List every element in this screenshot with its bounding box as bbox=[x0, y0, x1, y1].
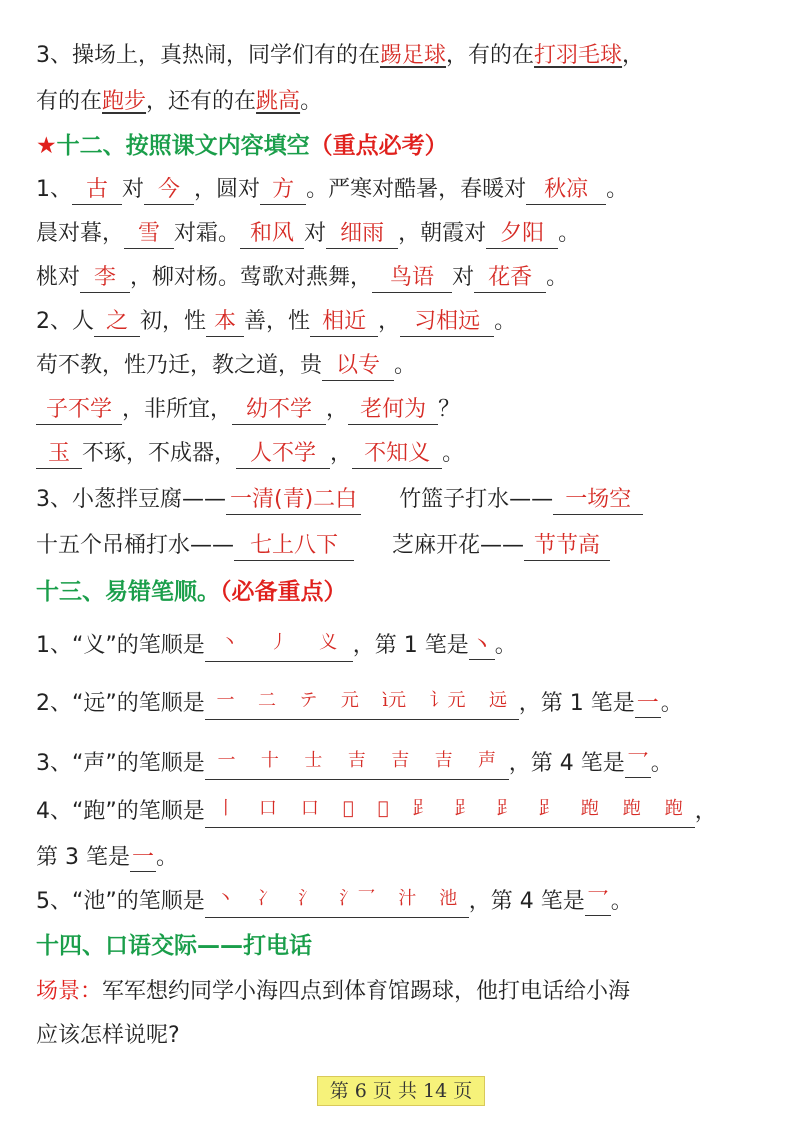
stroke-step: 讠元 bbox=[429, 690, 466, 711]
answer: 跳高 bbox=[256, 89, 301, 114]
stroke-step: 吉 bbox=[434, 750, 453, 771]
s11-line-1: 3、操场上，真热闹，同学们有的在踢足球，有的在打羽毛球， bbox=[36, 43, 645, 68]
stroke-step: 𠯁 bbox=[377, 798, 389, 819]
stroke-step: 丨 bbox=[216, 798, 235, 819]
stroke-step: 𧾷 bbox=[454, 798, 473, 819]
stroke-step: 吉 bbox=[391, 750, 410, 771]
answer: 踢足球 bbox=[380, 43, 447, 68]
s11-line-2: 有的在跑步，还有的在跳高。 bbox=[36, 89, 323, 114]
stroke-step: 吉 bbox=[347, 750, 366, 771]
stroke-step: テ bbox=[299, 690, 318, 711]
stroke-step: 远 bbox=[489, 690, 507, 711]
stroke-item-4: 4、“跑”的笔顺是 丨 口 口 𠯁 𠯁 𧾷 𧾷 𧾷 𧾷 跑 跑 跑 ， bbox=[36, 796, 717, 828]
stroke-step: 𧾷 bbox=[538, 798, 557, 819]
s12-row-2: 晨对暮， 雪 对霜。 和风 对 细雨 ，朝霞对 夕阳 。 bbox=[36, 218, 580, 250]
stroke-item-1: 1、“义”的笔顺是 丶 丿 义 ，第 1 笔是丶。 bbox=[36, 630, 517, 662]
stroke-step: 𧾷 bbox=[412, 798, 431, 819]
s12-row-3: 桃对 李 ，柳对杨。莺歌对燕舞， 鸟语 对 花香 。 bbox=[36, 262, 568, 294]
stroke-step: 丶 bbox=[220, 632, 239, 653]
stroke-step: 十 bbox=[260, 750, 279, 771]
stroke-step: 口 bbox=[300, 798, 319, 819]
stroke-step: 一 bbox=[217, 750, 236, 771]
scene-line-2: 应该怎样说呢? bbox=[36, 1023, 180, 1048]
s12-row-4: 2、人 之 初，性 本 善，性 相近 ， 习相远 。 bbox=[36, 306, 516, 338]
stroke-step: 二 bbox=[257, 690, 276, 711]
stroke-step: 跑 bbox=[580, 798, 599, 819]
s12-row-6: 子不学 ，非所宜， 幼不学 ， 老何为 ？ bbox=[36, 394, 460, 426]
s12-row-9: 十五个吊桶打水—— 七上八下 芝麻开花—— 节节高 bbox=[36, 530, 610, 562]
stroke-step: 丶 bbox=[216, 888, 235, 909]
stroke-item-5: 5、“池”的笔顺是 丶 冫 氵 氵乛 汁 池 ，第 4 笔是乛。 bbox=[36, 886, 633, 918]
page-footer: 第 6 页 共 14 页 bbox=[317, 1076, 485, 1106]
stroke-step: 声 bbox=[478, 750, 497, 771]
s12-row-7: 玉 不琢，不成器， 人不学 ， 不知义 。 bbox=[36, 438, 464, 470]
stroke-step: 一 bbox=[216, 690, 235, 711]
stroke-step: 𧾷 bbox=[496, 798, 515, 819]
stroke-step: 冫 bbox=[257, 888, 276, 909]
section-13-heading: 十三、易错笔顺。（必备重点） bbox=[36, 579, 347, 605]
stroke-step: 跑 bbox=[664, 798, 683, 819]
stroke-item-4-cont: 第 3 笔是一。 bbox=[36, 845, 179, 870]
answer: 打羽毛球 bbox=[534, 43, 623, 68]
s12-row-8: 3、小葱拌豆腐—— 一清(青)二白 竹篮子打水—— 一场空 bbox=[36, 484, 643, 516]
stroke-step: 口 bbox=[258, 798, 277, 819]
star-icon: ★ bbox=[36, 133, 57, 159]
stroke-step: 义 bbox=[319, 632, 338, 653]
stroke-item-2: 2、“远”的笔顺是 一 二 テ 元 ì元 讠元 远 ，第 1 笔是一。 bbox=[36, 688, 683, 720]
s12-row-1: 1、 古 对 今 ，圆对 方 。严寒对酷暑，春暖对 秋凉 。 bbox=[36, 174, 628, 206]
stroke-step: 池 bbox=[439, 888, 458, 909]
stroke-step: ì元 bbox=[382, 690, 407, 711]
stroke-step: 氵乛 bbox=[339, 888, 376, 909]
scene-line-1: 场景：军军想约同学小海四点到体育馆踢球，他打电话给小海 bbox=[36, 979, 631, 1004]
section-14-heading: 十四、口语交际——打电话 bbox=[36, 933, 312, 959]
stroke-item-3: 3、“声”的笔顺是 一 十 士 吉 吉 吉 声 ，第 4 笔是乛。 bbox=[36, 748, 673, 780]
stroke-step: 丿 bbox=[269, 632, 288, 653]
stroke-step: 跑 bbox=[622, 798, 641, 819]
stroke-step: 氵 bbox=[298, 888, 317, 909]
stroke-step: 汁 bbox=[398, 888, 417, 909]
stroke-step: 𠯁 bbox=[342, 798, 354, 819]
section-12-heading: ★十二、按照课文内容填空（重点必考） bbox=[36, 133, 448, 159]
stroke-step: 元 bbox=[340, 690, 359, 711]
stroke-step: 士 bbox=[304, 750, 323, 771]
answer: 跑步 bbox=[102, 89, 147, 114]
s12-row-5: 苟不教，性乃迁，教之道，贵 以专 。 bbox=[36, 350, 416, 382]
